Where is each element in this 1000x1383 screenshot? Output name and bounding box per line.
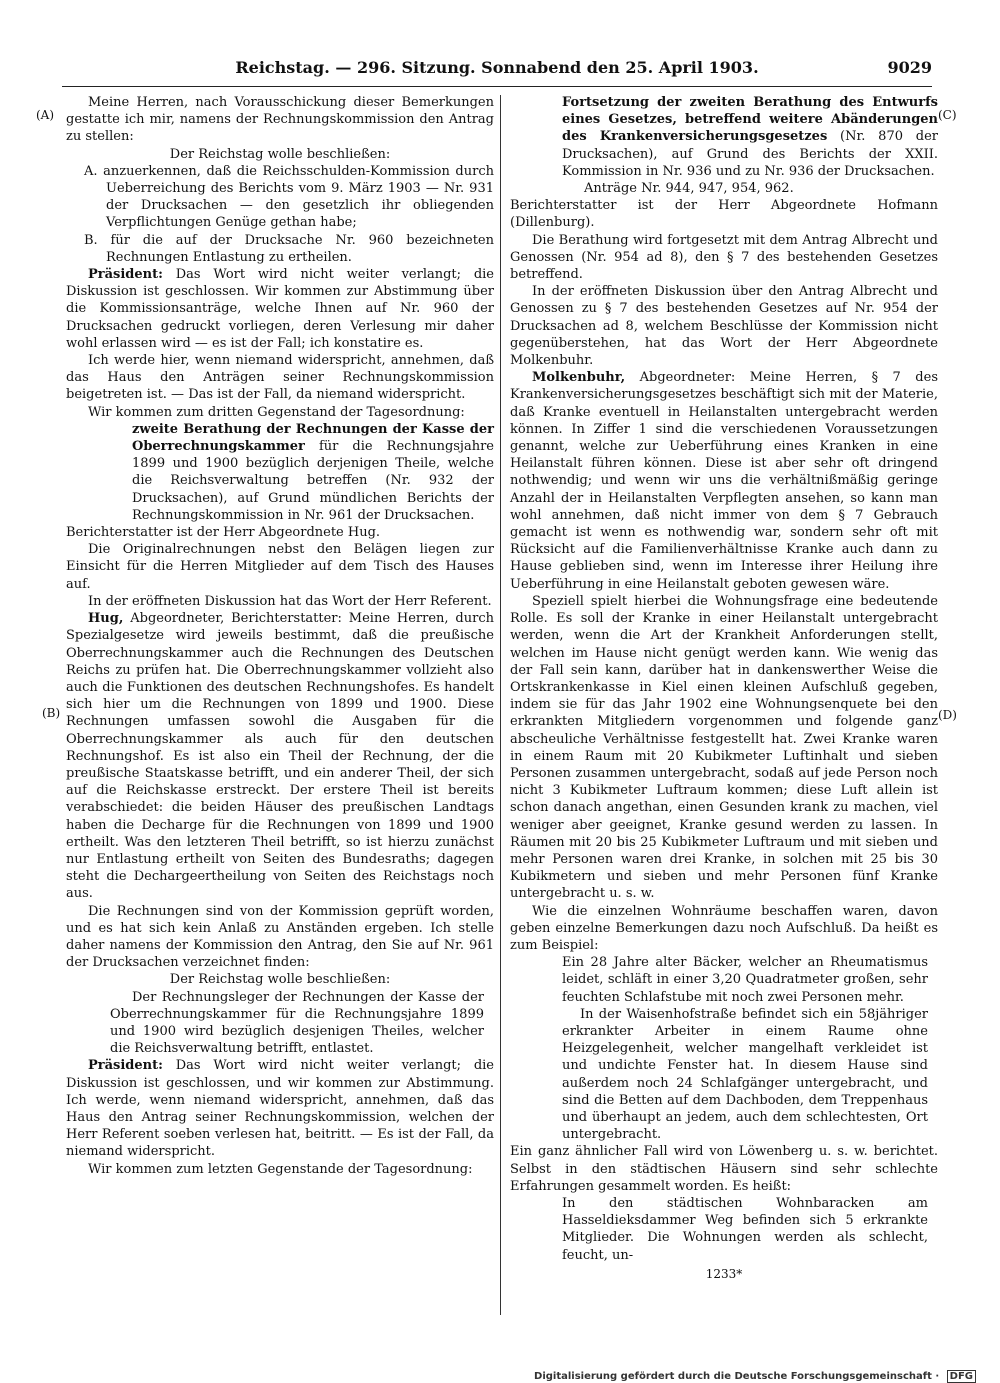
page-header [62,58,932,82]
paragraph: Die Originalrechnungen nebst den Belägen liegen zur Einsicht für die Herren Mitglieder auf dem Tisch des Hauses auf. [66,542,494,592]
paragraph: Ein ganz ähnlicher Fall wird von Löwenberg u. s. w. berichtet. Selbst in den städtischen Häusern sind sehr schlechte Erfahrungen gesammelt worden. Es heißt: [510,1144,938,1194]
speech-text: Abgeordneter: Meine Herren, § 7 des Krankenversicherungsgesetzes beschäftigt sich mit der Materie, daß Kranke eventuell in Heilanstalten untergebracht werden können. In Ziffer 1 sind die verschiedenen Voraussetzungen genannt, welche zur Ueberführung eines Kranken in eine Heilanstalt führen können. Diese ist aber sehr oft dringend nothwendig; und wenn wir uns die verhältnißmäßig geringe Anzahl der in Heilanstalten Verpflegten ansehen, so kann man wohl annehmen, daß nicht immer von dem § 7 Gebrauch gemacht ist wenn es nothwendig war, sondern sehr oft mit Rücksicht auf die Familienverhältnisse Kranke auch dann zu Hause geblieben sind, wenn im Interesse ihrer Heilung ihre Ueberführung in eine Heilanstalt geboten gewesen wäre. [510,370,938,592]
sheet-signature: 1233* [705,1266,743,1281]
resolution-heading: Der Reichstag wolle beschließen: [169,972,391,988]
speaker-label: Molkenbuhr, [532,370,626,386]
agenda-title: Fortsetzung der zweiten Berathung des Entwurfs eines Gesetzes, betreffend weitere Abänderungen des Krankenversicherungsgesetzes [562,95,938,145]
speech-text: Das Wort wird nicht weiter verlangt; die Diskussion ist geschlossen. Wir kommen zur Abstimmung über die Kommissionsanträge, welche Ihnen auf Nr. 960 der Drucksachen gedruckt vorliegen, deren Verlesung mir daher wohl erlassen wird — es ist der Fall; ich konstatire es. [66,267,494,351]
agenda-title: zweite Berathung der Rechnungen der Kasse der Oberrechnungskammer [132,421,494,455]
paragraph-molkenbuhr [510,369,938,593]
paragraph: Berichterstatter ist der Herr Abgeordnete Hug. [66,525,381,541]
footer-text: Digitalisierung gefördert durch die Deutsche Forschungsgemeinschaft · [534,1371,940,1382]
paragraph: Wir kommen zum dritten Gegenstand der Tagesordnung: [88,404,465,420]
paragraph: In der eröffneten Diskussion hat das Wort der Herr Referent. [88,593,492,609]
paragraph: Wie die einzelnen Wohnräume beschaffen waren, davon geben einzelne Bemerkungen dazu noch Aufschluß. Da heißt es zum Beispiel: [510,903,938,953]
dfg-logo: DFG [947,1370,976,1383]
left-column [66,94,494,1178]
margin-marker-b: (B) [42,706,61,720]
agenda-text: (Nr. 870 der Drucksachen), auf Grund des Berichts der XXII. Kommission in Nr. 936 und zu Nr. 936 der Drucksachen. [562,129,938,179]
paragraph: Berichterstatter ist der Herr Abgeordnete Hofmann (Dillenburg). [510,198,938,231]
margin-marker-a: (A) [36,108,55,122]
paragraph-president [66,1057,494,1160]
header-rule [62,86,932,87]
footer-credit [534,1370,976,1383]
agenda-text: für die Rechnungsjahre 1899 und 1900 bezüglich derjenigen Theile, welche die Reichsverwaltung betreffen (Nr. 932 der Drucksachen), auf Grund mündlichen Berichts der Rechnungskommission in Nr. 961 der Drucksachen. [132,439,494,523]
paragraph: Die Berathung wird fortgesetzt mit dem Antrag Albrecht und Genossen (Nr. 954 ad 8), den § 7 des bestehenden Gesetzes betreffend. [510,232,938,283]
paragraph: In der eröffneten Diskussion über den Antrag Albrecht und Genossen zu § 7 des bestehenden Gesetzes auf Nr. 954 der Drucksachen ad 8, welchem Beschlüsse der Kommission nicht gegenüberstehen, hat das Wort der Herr Abgeordnete Molkenbuhr. [510,284,938,369]
resolution-item-a: A. anzuerkennen, daß die Reichsschulden-Kommission durch Ueberreichung des Berichts vom 9. März 1903 — Nr. 931 der Drucksachen — den gesetzlich ihr obliegenden Verpflichtungen Genüge gethan habe; [84,163,494,231]
margin-marker-d: (D) [938,708,957,722]
paragraph-president [66,266,494,352]
paragraph: Die Rechnungen sind von der Kommission geprüft worden, und es hat sich kein Anlaß zu Anständen ergeben. Ich stelle daher namens der Kommission den Antrag, den Sie auf Nr. 961 der Drucksachen verzeichnet finden: [66,903,494,971]
quotation: In den städtischen Wohnbaracken am Hasseldieksdammer Weg befinden sich 5 erkrankte Mitglieder. Die Wohnungen werden als schlecht, feucht, un- [562,1196,928,1263]
motions-line: Anträge Nr. 944, 947, 954, 962. [584,181,794,197]
speaker-label: Hug, [88,611,124,627]
resolution-item-b: B. für die auf der Drucksache Nr. 960 bezeichneten Rechnungen Entlastung zu ertheilen. [84,232,494,265]
paragraph: Ich werde hier, wenn niemand widerspricht, annehmen, daß das Haus den Anträgen seiner Rechnungskommission beigetreten ist. — Das ist der Fall, da niemand widerspricht. [66,353,494,403]
speaker-label: Präsident: [88,1058,163,1074]
paragraph: Speziell spielt hierbei die Wohnungsfrage eine bedeutende Rolle. Es soll der Kranke in einer Heilanstalt untergebracht werden, wenn die Art der Krankheit Anforderungen stellt, welchen im Hause nicht genügt werden kann. Wie wenig das der Fall sein kann, darüber hat in dankenswerther Weise die Ortskrankenkasse in Kiel einen kleinen Aufschluß gegeben, indem sie für das Jahr 1902 eine Wohnungsenquete bei den erkrankten Mitgliedern vorgenommen und folgende ganz abscheuliche Verhältnisse festgestellt hat. Zwei Kranke waren in einem Raum mit 20 Kubikmeter Luftinhalt und sieben Personen zusammen untergebracht, sodaß auf jede Person noch nicht 3 Kubikmeter Luftraum kommen; diese Luft allein ist schon danach angethan, einen Gesunden krank zu machen, viel weniger aber geeignet, Kranke gesund werden zu lassen. In Räumen mit 20 bis 25 Kubikmeter Luftraum und mit sieben und mehr Personen waren drei Kranke, in solchen mit 25 bis 30 Kubikmetern und sieben und mehr Personen fünf Kranke untergebracht u. s. w. [510,593,938,902]
resolution-text: Der Rechnungsleger der Rechnungen der Kasse der Oberrechnungskammer für die Rechnungsjahre 1899 und 1900 wird bezüglich desjenigen Theiles, welcher die Reichsverwaltung betrifft, entlastet. [110,989,484,1057]
resolution-heading: Der Reichstag wolle beschließen: [169,146,391,162]
speech-text: Das Wort wird nicht weiter verlangt; die Diskussion ist geschlossen, und wir kommen zur Abstimmung. Ich werde, wenn niemand widerspricht, annehmen, daß das Haus den Antrag seiner Rechnungskommission, welchen der Herr Referent soeben verlesen hat, beitritt. — Es ist der Fall, da niemand widerspricht. [66,1058,494,1160]
speaker-label: Präsident: [88,267,163,283]
page-number: 9029 [887,58,932,77]
header-title: Reichstag. — 296. Sitzung. Sonnabend den 25. April 1903. [235,58,759,77]
paragraph-hug [66,610,494,902]
column-divider [500,95,501,1315]
right-column [510,94,938,1283]
paragraph: Wir kommen zum letzten Gegenstande der Tagesordnung: [88,1161,473,1177]
quotation: In der Waisenhofstraße befindet sich ein 58jähriger erkrankter Arbeiter in einem Raume ohne Heizgelegenheit, welcher mangelhaft verkleidet ist und undichte Fenster hat. In diesem Hause sind außerdem noch 24 Schlafgänger untergebracht, und sind die Betten auf dem Dachboden, dem Treppenhaus und überhaupt an jedem, auch dem schlechtesten, Ort untergebracht. [562,1006,928,1143]
paragraph: Meine Herren, nach Vorausschickung dieser Bemerkungen gestatte ich mir, namens der Rechnungskommission den Antrag zu stellen: [66,95,494,145]
speech-text: Abgeordneter, Berichterstatter: Meine Herren, durch Spezialgesetze wird jeweils bestimmt, daß die preußische Oberrechnungskammer auch die Rechnungen des Deutschen Reichs zu prüfen hat. Die Oberrechnungskammer vollzieht also auch die Funktionen des deutschen Rechnungshofes. Es handelt sich hier um die Rechnungen von 1899 und 1900. Diese Rechnungen umfassen sowohl die Ausgaben für die Oberrechnungskammer als auch für den deutschen Rechnungshof. Es ist also ein Theil der Rechnung, der die preußische Staatskasse betrifft, und ein anderer Theil, der sich auf die Reichskasse erstreckt. Der erstere Theil ist bereits verabschiedet: die beiden Häuser des preußischen Landtags haben die Decharge für die Rechnungen von 1899 und 1900 ertheilt. Was den letzteren Theil betrifft, so ist hierzu zunächst nur Entlastung ertheilt von Seiten des Bundesraths; dagegen steht die Dechargeertheilung von Seiten des Reichstags noch aus. [66,611,494,902]
quotation: Ein 28 Jahre alter Bäcker, welcher an Rheumatismus leidet, schläft in einer 3,20 Quadratmeter großen, sehr feuchten Schlafstube mit noch zwei Personen mehr. [562,955,928,1005]
agenda-item [562,94,938,180]
agenda-item [132,421,494,524]
margin-marker-c: (C) [938,108,957,122]
